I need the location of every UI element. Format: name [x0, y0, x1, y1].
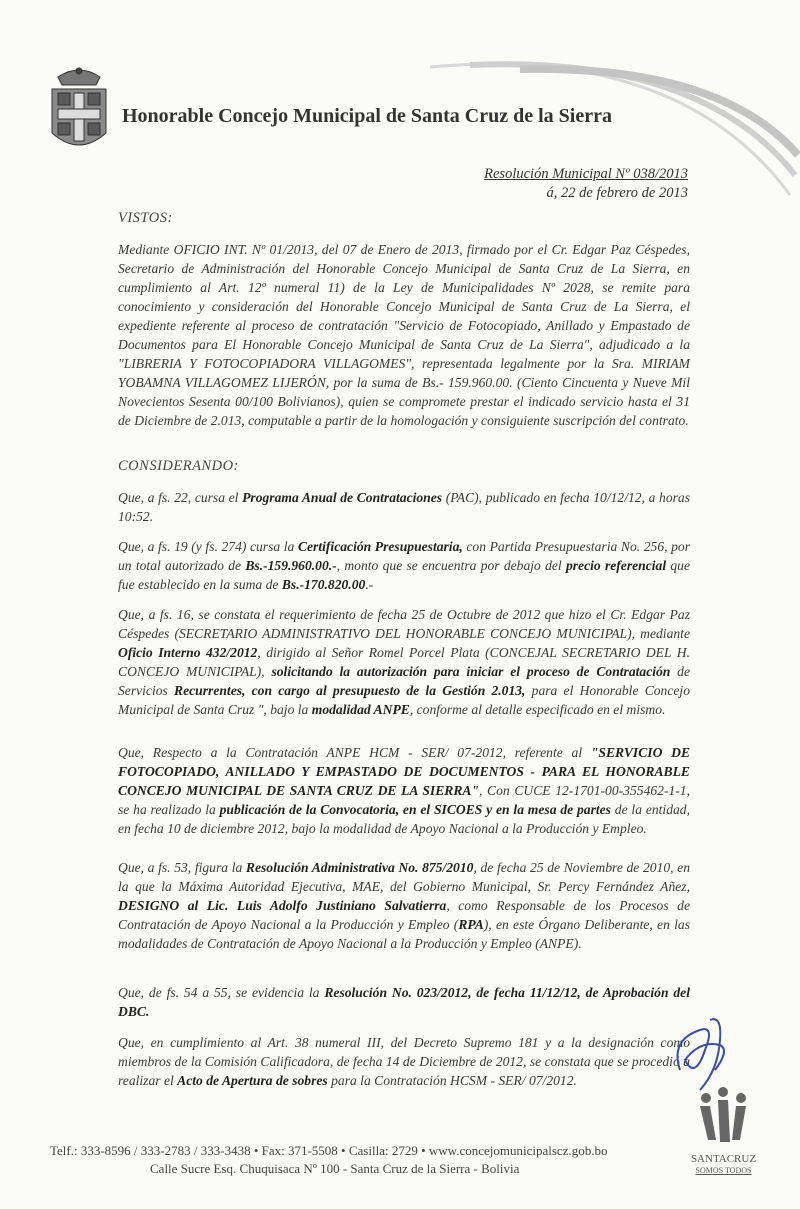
considerando-paragraph-5: Que, a fs. 53, figura la Resolución Administrativa No. 875/2010, de fecha 25 de Noviembre de 2010, en la que la Máxima Autoridad Ejecutiva, MAE, del Gobierno Municipal, Sr. Percy Fernández Añez, DESIGNO al Lic. Luis Adolfo Justiniano Salvatierra, como Responsable de los Procesos de Contratación de Apoyo Nacional a la Producción y Empleo (RPA), en este Órgano Deliberante, en las modalidades de Contratación de Apoyo Nacional a la Producción y Empleo (ANPE). — [118, 860, 690, 951]
vistos-heading: VISTOS: — [118, 210, 173, 226]
considerando-paragraph-2: Que, a fs. 19 (y fs. 274) cursa la Certificación Presupuestaria, con Partida Presupuestaria No. 256, por un total autorizado de Bs.-159.960.00.-, monto que se encuentra por debajo del precio referencial que fue establecido en la suma de Bs.-170.820.00.- — [118, 539, 691, 592]
institution-title: Honorable Concejo Municipal de Santa Cruz de la Sierra — [122, 105, 612, 127]
resolution-number: Resolución Municipal Nº 038/2013 — [484, 166, 688, 182]
resolution-date: á, 22 de febrero de 2013 — [546, 185, 688, 201]
logo-name: SANTACRUZ — [690, 1153, 757, 1165]
considerando-paragraph-7: Que, en cumplimiento al Art. 38 numeral III, del Decreto Supremo 181 y a la designación como miembros de la Comisión Calificadora, de fecha 14 de Diciembre de 2012, se constata que se procedió a realizar el Acto de Apertura de sobres para la Contratación HCSM - SER/ 07/2012. — [118, 1035, 690, 1088]
considerando-paragraph-3: Que, a fs. 16, se constata el requerimiento de fecha 25 de Octubre de 2012 que hizo el Cr. Edgar Paz Céspedes (SECRETARIO ADMINISTRATIVO DEL HONORABLE CONCEJO MUNICIPAL), mediante Oficio Interno 432/2012, dirigido al Señor Romel Porcel Plata (CONCEJAL SECRETARIO DEL H. CONCEJO MUNICIPAL), solicitando la autorización para iniciar el proceso de Contratación de Servicios Recurrentes, con cargo al presupuesto de la Gestión 2.013, para el Honorable Concejo Municipal de Santa Cruz ", bajo la modalidad ANPE, conforme al detalle especificado en el mismo. — [118, 607, 691, 717]
considerando-paragraph-6: Que, de fs. 54 a 55, se evidencia la Resolución No. 023/2012, de fecha 11/12/12, de Aprobación del DBC. — [118, 985, 690, 1019]
considerando-heading: CONSIDERANDO: — [118, 458, 239, 474]
footer-address: Calle Sucre Esq. Chuquisaca Nº 100 - Santa Cruz de la Sierra - Bolivia — [150, 1161, 520, 1176]
footer-contact: Telf.: 333-8596 / 333-2783 / 333-3438 • Fax: 371-5508 • Casilla: 2729 • www.concejomunicipalscz.gob.bo — [50, 1143, 608, 1158]
vistos-paragraph: Mediante OFICIO INT. Nº 01/2013, del 07 de Enero de 2013, firmado por el Cr. Edgar Paz Céspedes, Secretario de Administración del Honorable Concejo Municipal de Santa Cruz de La Sierra, en cumplimiento al Art. 12º numeral 11) de la Ley de Municipalidades Nº 2028, se remite para conocimiento y consideración del Honorable Concejo Municipal de Santa Cruz de La Sierra, el expediente referente al proceso de contratación "Servicio de Fotocopiado, Anillado y Empastado de Documentos para El Honorable Concejo Municipal de Santa Cruz de La Sierra", adjudicado a la "LIBRERIA Y FOTOCOPIADORA VILLAGOMES", representada legalmente por la Sra. MIRIAM YOBAMNA VILLAGOMEZ LIJERÓN, por la suma de Bs.- 159.960.00. (Ciento Cincuenta y Nueve Mil Novecientos Sesenta 00/100 Bolivianos), quien se compromete prestar el indicado servicio hasta el 31 de Diciembre de 2.013, computable a partir de la homologación y consiguiente suscripción del contrato. — [118, 242, 690, 428]
considerando-paragraph-4: Que, Respecto a la Contratación ANPE HCM - SER/ 07-2012, referente al "SERVICIO DE FOTOCOPIADO, ANILLADO Y EMPASTADO DE DOCUMENTOS - PARA EL HONORABLE CONCEJO MUNICIPAL DE SANTA CRUZ DE LA SIERRA", Con CUCE 12-1701-00-355462-1-1, se ha realizado la publicación de la Convocatoria, en el SICOES y en la mesa de partes de la entidad, en fecha 10 de diciembre 2012, bajo la modalidad de Apoyo Nacional a la Producción y Empleo. — [118, 745, 691, 836]
coat-of-arms-icon — [48, 63, 110, 157]
logo-slogan: SOMOS TODOS — [695, 1166, 752, 1175]
considerando-paragraph-1: Que, a fs. 22, cursa el Programa Anual de Contrataciones (PAC), publicado en fecha 10/12/12, a horas 10:52. — [118, 490, 690, 524]
santa-cruz-logo-icon — [686, 1080, 761, 1180]
